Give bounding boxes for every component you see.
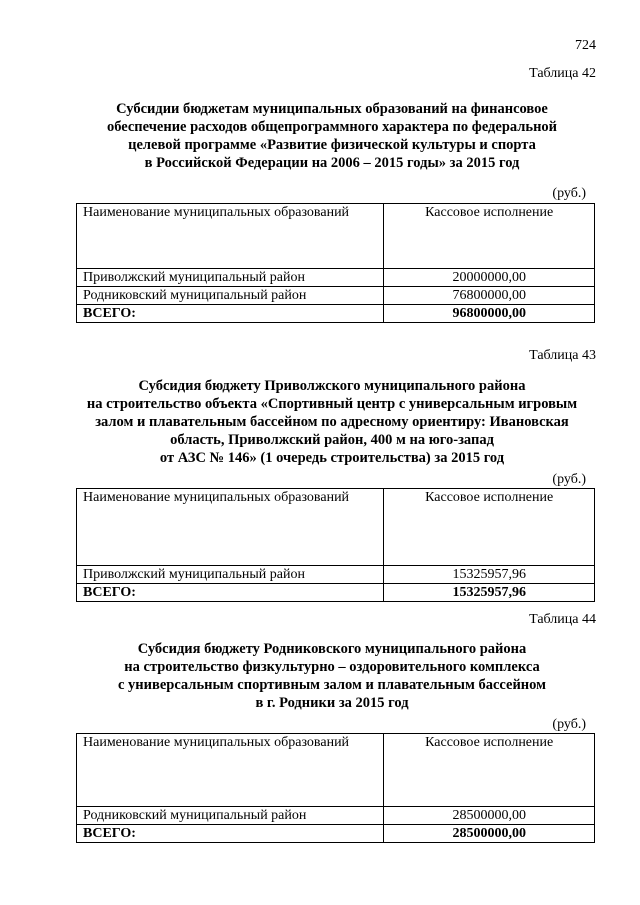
table-42 — [76, 203, 595, 323]
title-line: на строительство физкультурно – оздоровительного комплекса — [124, 659, 540, 675]
header-row — [77, 204, 595, 269]
row-name: Приволжский муниципальный район — [77, 566, 384, 584]
title-line: область, Приволжский район, 400 м на юго-запад — [170, 432, 494, 448]
title-line: целевой программе «Развитие физической культуры и спорта — [128, 137, 536, 153]
column-header-name: Наименование муниципальных образований — [77, 734, 384, 807]
total-value: 96800000,00 — [384, 305, 595, 323]
table-44 — [76, 733, 595, 843]
total-value: 28500000,00 — [384, 825, 595, 843]
unit-label: (руб.) — [552, 186, 586, 201]
row-value: 20000000,00 — [384, 269, 595, 287]
column-header-name: Наименование муниципальных образований — [77, 204, 384, 269]
column-header-value: Кассовое исполнение — [384, 489, 595, 566]
title-line: залом и плавательным бассейном по адресному ориентиру: Ивановская — [95, 414, 569, 430]
total-row — [77, 305, 595, 323]
row-value: 28500000,00 — [384, 807, 595, 825]
total-value: 15325957,96 — [384, 584, 595, 602]
row-name: Родниковский муниципальный район — [77, 287, 384, 305]
table-42-title — [62, 100, 602, 172]
title-line: в Российской Федерации на 2006 – 2015 годы» за 2015 год — [144, 155, 520, 171]
total-row — [77, 584, 595, 602]
title-line: Субсидия бюджету Родниковского муниципального района — [137, 641, 527, 657]
unit-label: (руб.) — [552, 717, 586, 732]
title-line: с универсальным спортивным залом и плавательным бассейном — [117, 677, 547, 693]
column-header-value: Кассовое исполнение — [384, 734, 595, 807]
row-value: 15325957,96 — [384, 566, 595, 584]
title-line: в г. Родники за 2015 год — [255, 695, 409, 711]
column-header-value: Кассовое исполнение — [384, 204, 595, 269]
total-label: ВСЕГО: — [77, 305, 384, 323]
table-42-label: Таблица 42 — [529, 66, 596, 81]
row-value: 76800000,00 — [384, 287, 595, 305]
table-44-title — [62, 640, 602, 712]
unit-label: (руб.) — [552, 472, 586, 487]
column-header-name: Наименование муниципальных образований — [77, 489, 384, 566]
page-number: 724 — [575, 38, 596, 53]
table-row — [77, 566, 595, 584]
header-row — [77, 489, 595, 566]
table-43-title — [62, 377, 602, 467]
total-row — [77, 825, 595, 843]
title-line: Субсидии бюджетам муниципальных образований на финансовое — [116, 101, 548, 117]
row-name: Приволжский муниципальный район — [77, 269, 384, 287]
total-label: ВСЕГО: — [77, 584, 384, 602]
total-label: ВСЕГО: — [77, 825, 384, 843]
table-44-label: Таблица 44 — [529, 612, 596, 627]
table-43-label: Таблица 43 — [529, 348, 596, 363]
title-line: на строительство объекта «Спортивный центр с универсальным игровым — [86, 396, 578, 412]
row-name: Родниковский муниципальный район — [77, 807, 384, 825]
table-row — [77, 287, 595, 305]
header-row — [77, 734, 595, 807]
title-line: Субсидия бюджету Приволжского муниципального района — [138, 378, 526, 394]
title-line: от АЗС № 146» (1 очередь строительства) за 2015 год — [159, 450, 505, 466]
table-43 — [76, 488, 595, 602]
title-line: обеспечение расходов общепрограммного характера по федеральной — [106, 119, 558, 135]
table-row — [77, 807, 595, 825]
table-row — [77, 269, 595, 287]
